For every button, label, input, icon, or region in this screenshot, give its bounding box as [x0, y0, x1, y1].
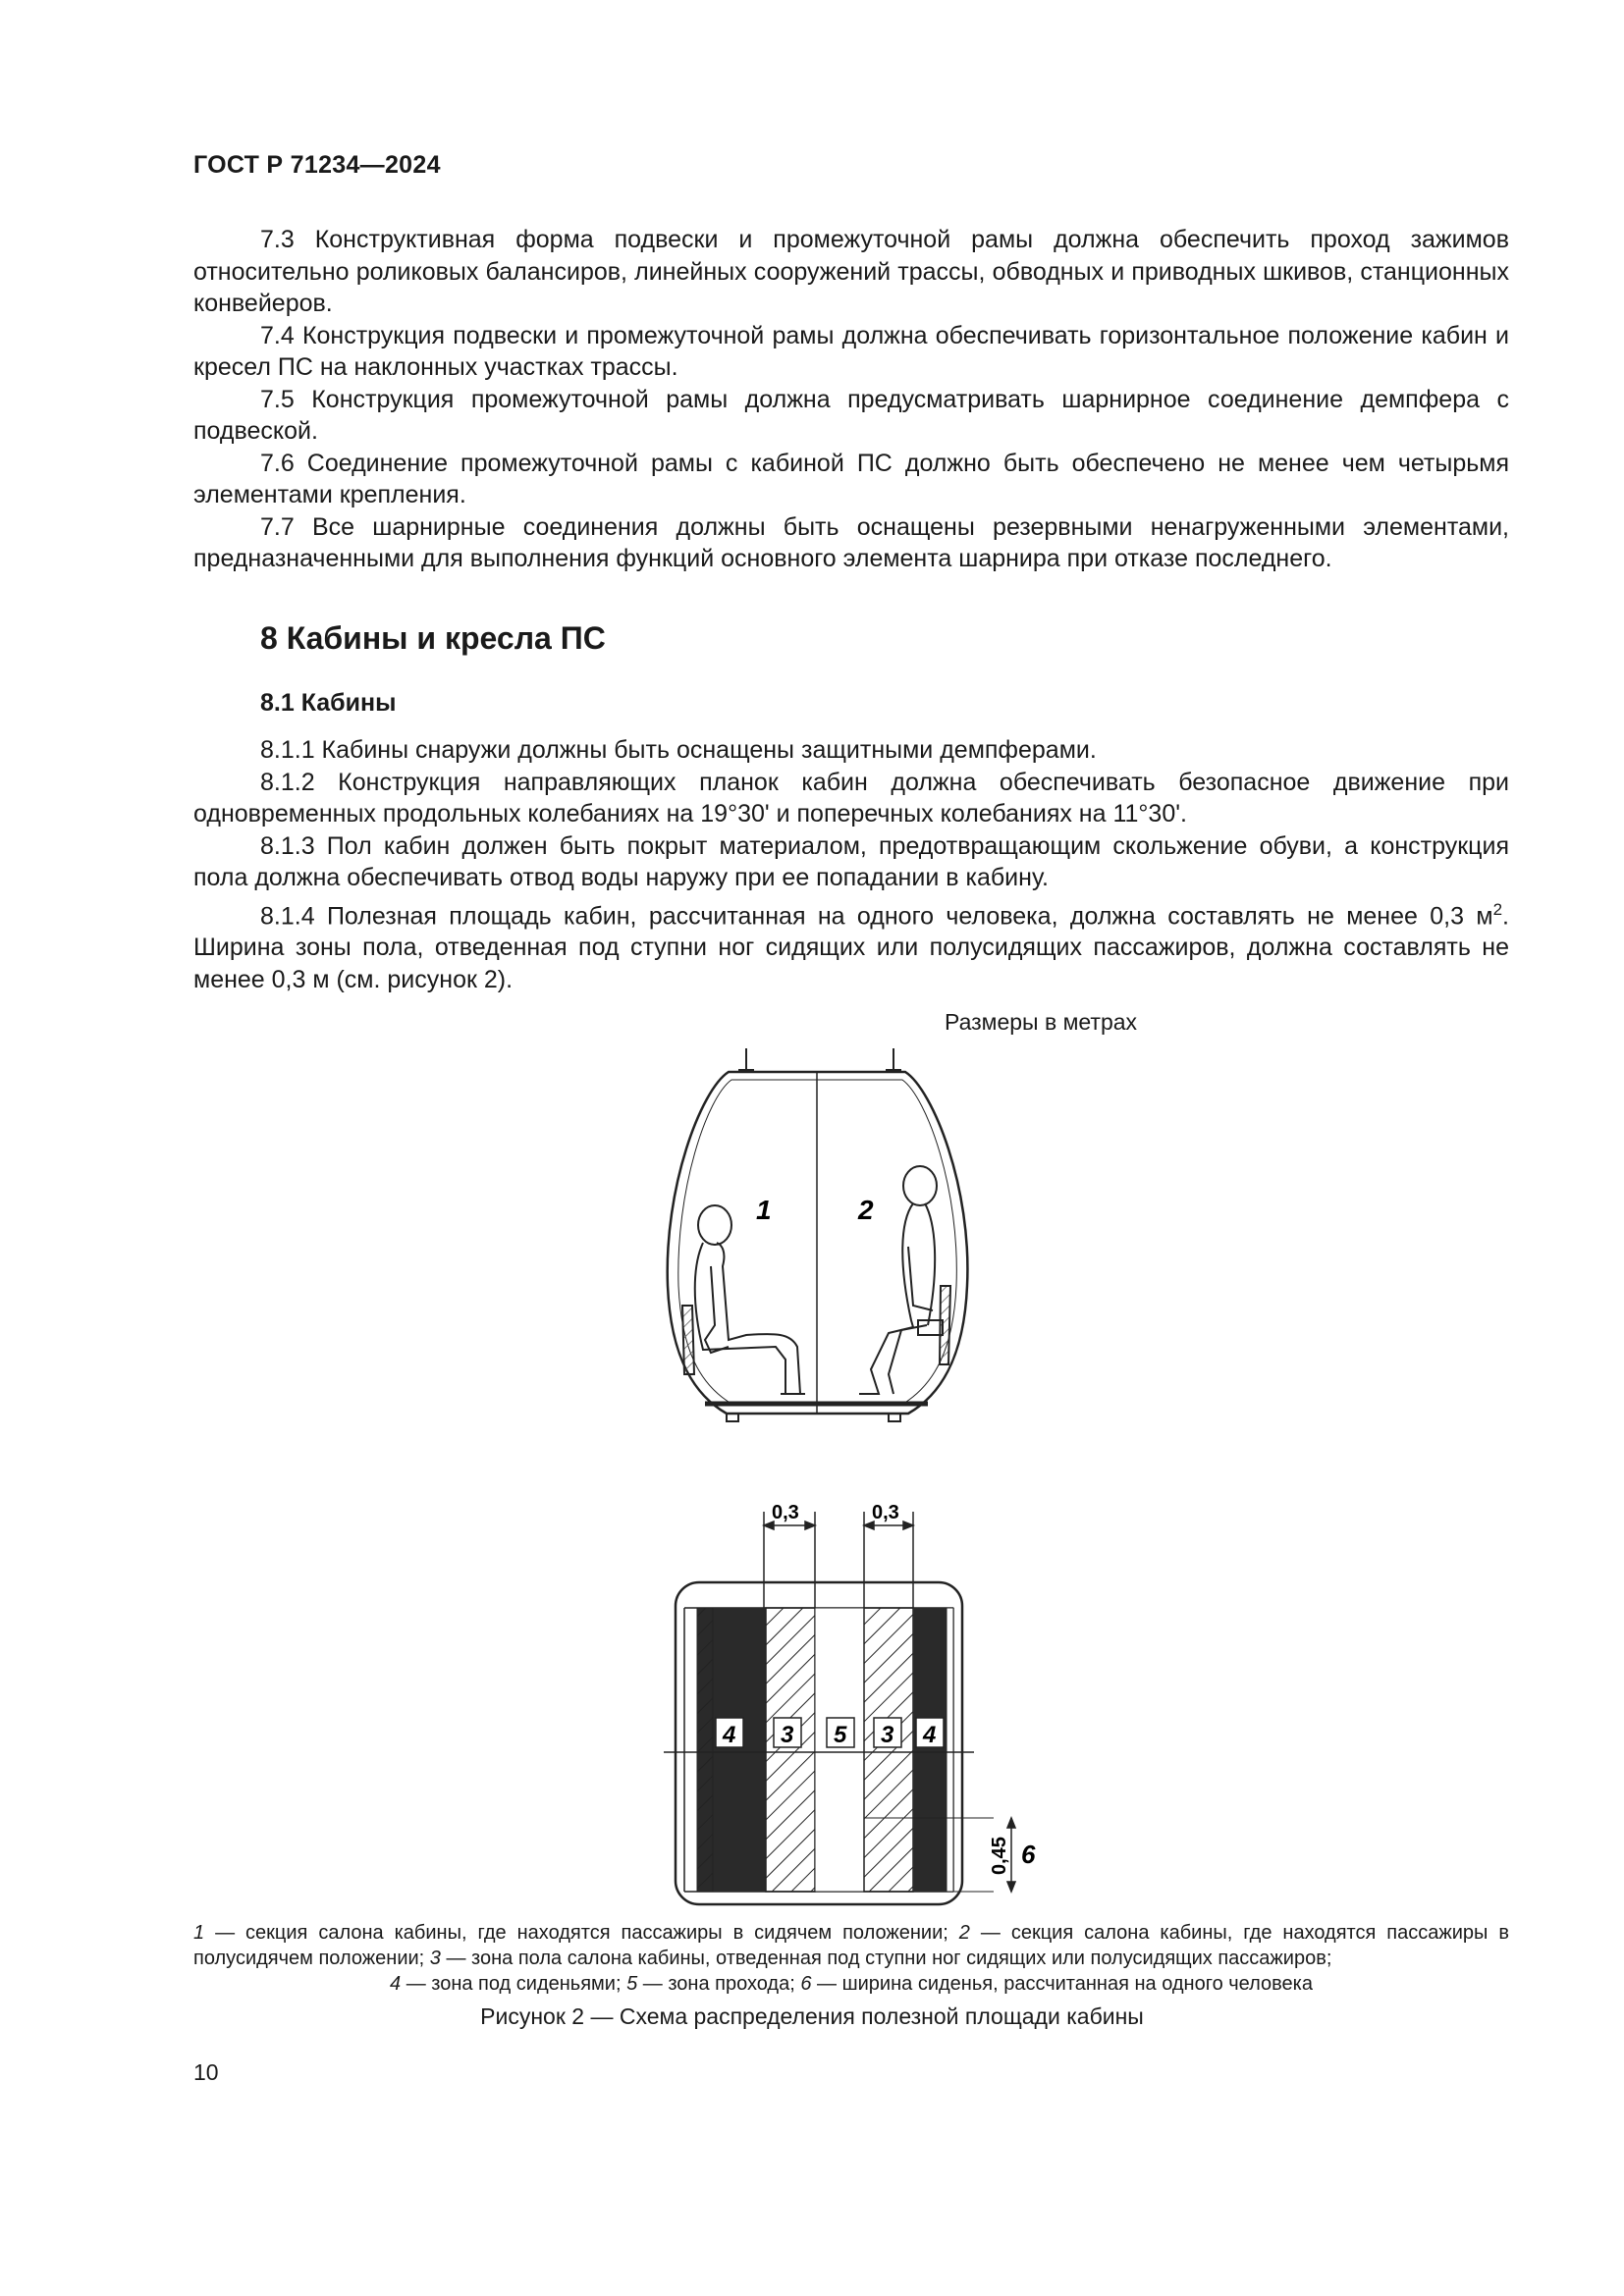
zone-label-3-left: 3 [781, 1722, 794, 1748]
paragraph-7-7: 7.7 Все шарнирные соединения должны быть оснащены резервными ненагруженными элементами, предназначенными для выполнения функций основного элемента шарнира при отказе последнего. [193, 512, 1509, 572]
legend-num-4: 4 [390, 1973, 402, 1995]
legend-lines-1-2 [193, 1920, 1509, 1971]
legend-num-5: 5 [626, 1973, 638, 1995]
paragraph-7-5: 7.5 Конструкция промежуточной рамы должна предусматривать шарнирное соединение демпфера с подвеской. [193, 385, 1509, 445]
legend-text-1: — секция салона кабины, где находятся пассажиры в сидячем положении; [204, 1922, 959, 1944]
paragraph-7-3: 7.3 Конструктивная форма подвески и промежуточной рамы должна обеспечить проход зажимов относительно роликовых балансиров, линейных сооружений трассы, обводных и приводных шкивов, станционных конвейеров. [193, 226, 1509, 317]
legend-text-6: — ширина сиденья, рассчитанная на одного человека [811, 1973, 1313, 1995]
dimensions-note: Размеры в метрах [945, 1009, 1138, 1035]
zone-label-5: 5 [834, 1722, 847, 1748]
dimension-side: 0,45 [989, 1837, 1010, 1875]
document-code-header: ГОСТ Р 71234—2024 [193, 151, 441, 179]
paragraph-8-1-3: 8.1.3 Пол кабин должен быть покрыт материалом, предотвращающим скольжение обуви, а конструкция пола должна обеспечивать отвод воды наружу при ее попадании в кабину. [193, 831, 1509, 891]
legend-num-6: 6 [800, 1973, 812, 1995]
legend-text-4: — зона под сиденьями; [401, 1973, 627, 1995]
zone-label-4-left: 4 [723, 1722, 736, 1748]
subsection-8-1-heading: 8.1 Кабины [260, 689, 397, 717]
figure-caption: Рисунок 2 — Схема распределения полезной площади кабины [480, 2003, 1144, 2029]
figure-label-6: 6 [1021, 1840, 1036, 1869]
cabin-side-view [668, 1048, 968, 1421]
legend-text-3: — зона пола салона кабины, отведенная под ступни ног сидящих или полусидящих пассажиров; [440, 1948, 1332, 1969]
section-8-heading: 8 Кабины и кресла ПС [260, 620, 606, 656]
paragraph-8-1-1: 8.1.1 Кабины снаружи должны быть оснащены защитными демпферами. [260, 736, 1097, 764]
paragraph-7-6: 7.6 Соединение промежуточной рамы с кабиной ПС должно быть обеспечено не менее чем четырьмя элементами крепления. [193, 449, 1509, 508]
figure-label-2: 2 [858, 1195, 874, 1225]
paragraph-8-1-4-part-b: . Ширина зоны пола, отведенная под ступни ног сидящих или полусидящих пассажиров, должна составлять не менее 0,3 м (см. рисунок 2). [193, 901, 1509, 993]
cabin-plan-view [664, 1582, 994, 1904]
paragraph-8-1-4-part-a: 8.1.4 Полезная площадь кабин, рассчитанная на одного человека, должна составлять не менее 0,3 м [260, 901, 1493, 930]
superscript-2: 2 [1492, 899, 1503, 919]
dimension-top-right: 0,3 [872, 1502, 899, 1523]
legend-line-3 [193, 1971, 1509, 1997]
legend-num-1: 1 [193, 1922, 205, 1944]
paragraph-7-4: 7.4 Конструкция подвески и промежуточной рамы должна обеспечивать горизонтальное положение кабин и кресел ПС на наклонных участках трассы. [193, 321, 1509, 381]
figure-legend [193, 1920, 1509, 1997]
legend-text-2: — секция салона кабины, где находятся пассажиры в полусидячем положении; [193, 1922, 1509, 1969]
top-dimension-lines [764, 1512, 913, 1608]
zone-label-3-right: 3 [881, 1722, 894, 1748]
seated-passenger-figure [695, 1205, 805, 1394]
figure-label-1: 1 [756, 1195, 772, 1225]
paragraph-8-1-2: 8.1.2 Конструкция направляющих планок кабин должна обеспечивать безопасное движение при одновременных продольных колебаниях на 19°30' и поперечных колебаниях на 11°30'. [193, 768, 1509, 828]
legend-num-2: 2 [958, 1922, 970, 1944]
page-number: 10 [193, 2059, 219, 2085]
dimension-top-left: 0,3 [772, 1502, 799, 1523]
zone-label-4-right: 4 [923, 1722, 937, 1748]
legend-text-5: — зона прохода; [637, 1973, 801, 1995]
legend-num-3: 3 [429, 1948, 441, 1969]
